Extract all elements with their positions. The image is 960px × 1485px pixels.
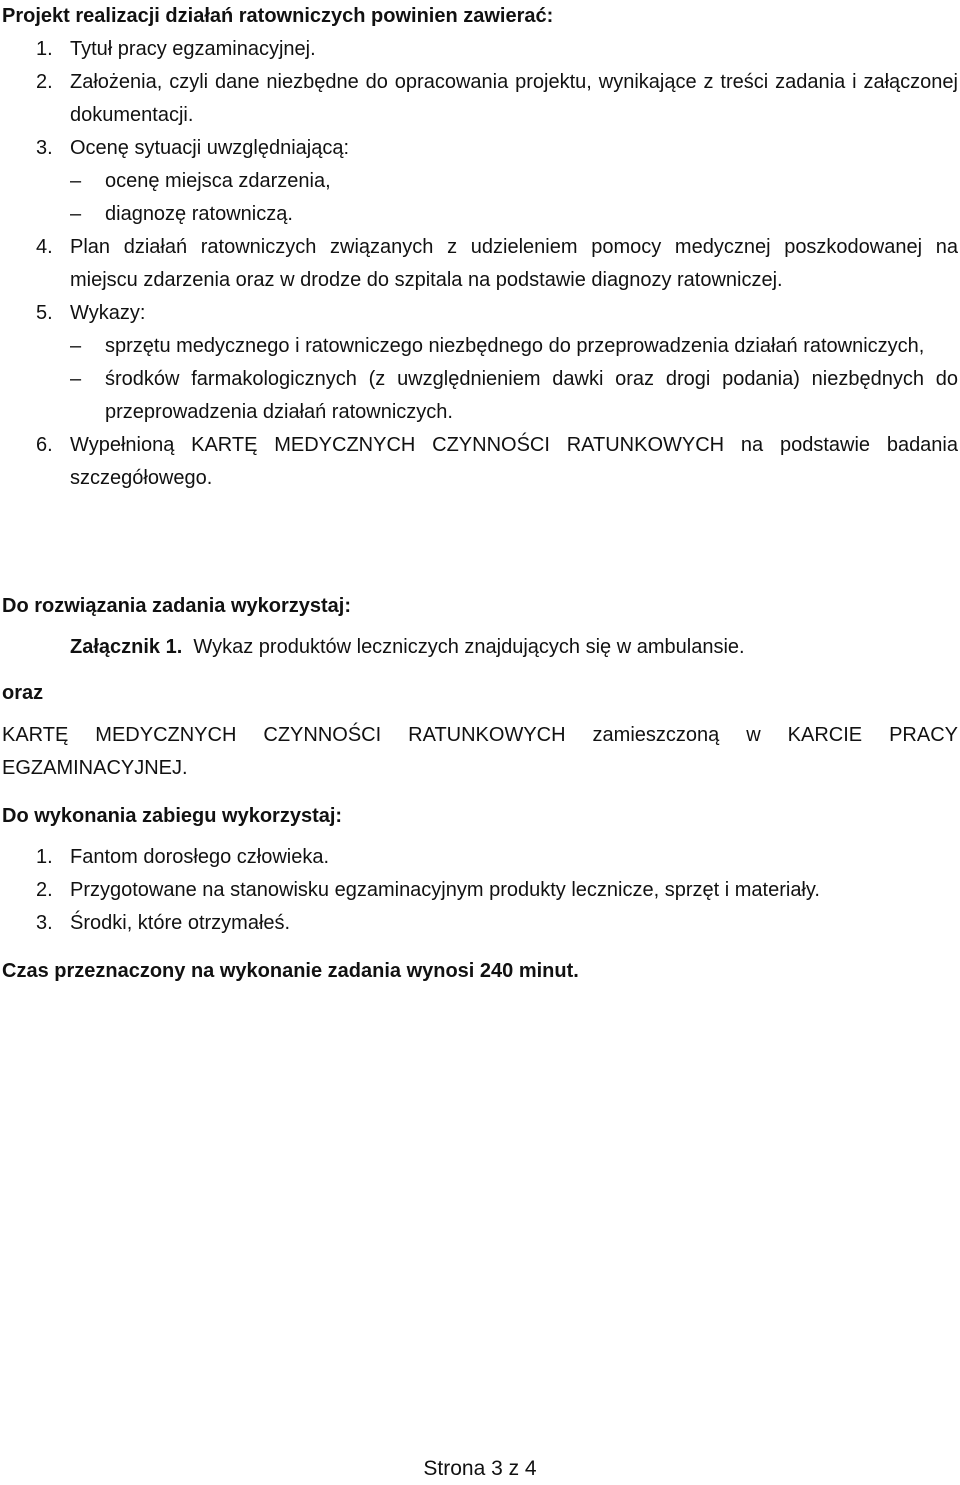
list-item: 5. Wykazy: – sprzętu medycznego i ratowniczego niezbędnego do przeprowadzenia działań ratowniczych, – środków farmakologicznych (z uwzględnieniem dawki oraz drogi podania) niezbędnych do przeprowadzenia działań ratowniczych. [2,297,958,429]
list-item: 1. Tytuł pracy egzaminacyjnej. [36,38,316,60]
list-item: 2. Założenia, czyli dane niezbędne do opracowania projektu, wynikające z treści zadania i załączonej dokumentacji. [36,71,958,126]
attachment-text: Wykaz produktów leczniczych znajdujących się w ambulansie. [193,636,745,658]
procedure-list [2,841,958,940]
page-footer: Strona 3 z 4 [423,1457,537,1480]
section-title: Projekt realizacji działań ratowniczych powinien zawierać: [2,5,554,27]
list-item: 2. Przygotowane na stanowisku egzaminacyjnym produkty lecznicze, sprzęt i materiały. [36,879,820,901]
sub-list-item: – diagnozę ratowniczą. [70,198,958,231]
sub-list-item: – sprzętu medycznego i ratowniczego niezbędnego do przeprowadzenia działań ratowniczych, [70,330,958,363]
dash-bullet: – [70,170,82,192]
list-item: 3. Środki, które otrzymałeś. [36,912,291,934]
list-item: 1. Fantom dorosłego człowieka. [36,846,330,868]
procedure-heading: Do wykonania zabiegu wykorzystaj: [2,805,343,827]
list-item: 6. Wypełnioną KARTĘ MEDYCZNYCH CZYNNOŚCI RATUNKOWYCH na podstawie badania szczegółowego. [36,434,958,489]
dash-bullet: – [70,368,82,390]
attachment-label: Załącznik 1. [70,636,183,658]
dash-bullet: – [70,335,82,357]
sub-list-item: – ocenę miejsca zdarzenia, [70,165,958,198]
list-item: 3. Ocenę sytuacji uwzględniającą: – ocenę miejsca zdarzenia, – diagnozę ratowniczą. [2,132,958,231]
oraz-label: oraz [2,682,44,704]
sub-list [70,330,958,429]
sub-list [70,165,958,231]
card-text: KARTĘ MEDYCZNYCH CZYNNOŚCI RATUNKOWYCH zamieszczoną w KARCIE PRACY EGZAMINACYJNEJ. [2,724,958,779]
time-note: Czas przeznaczony na wykonanie zadania wynosi 240 minut. [2,960,579,982]
solve-heading: Do rozwiązania zadania wykorzystaj: [2,595,351,617]
list-item: 4. Plan działań ratowniczych związanych z udzieleniem pomocy medycznej poszkodowanej na miejscu zdarzenia oraz w drodze do szpitala na podstawie diagnozy ratowniczej. [36,236,958,291]
attachment-line [70,631,958,664]
sub-list-item: – środków farmakologicznych (z uwzględnieniem dawki oraz drogi podania) niezbędnych do przeprowadzenia działań ratowniczych. [70,363,958,429]
project-requirements-list [2,33,958,495]
dash-bullet: – [70,203,82,225]
